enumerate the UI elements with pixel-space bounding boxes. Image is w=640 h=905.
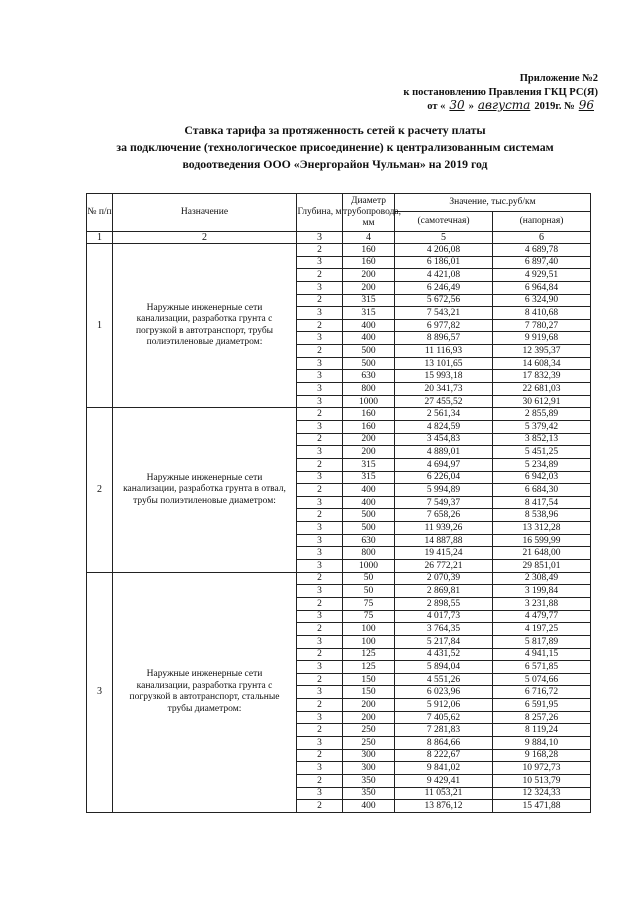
group-number: 3 bbox=[87, 572, 113, 812]
pressure-value-cell: 9 919,68 bbox=[493, 332, 591, 345]
gravity-value-cell: 8 222,67 bbox=[395, 749, 493, 762]
pressure-value-cell: 21 648,00 bbox=[493, 547, 591, 560]
appendix-reference: к постановлению Правления ГКЦ РС(Я) bbox=[403, 86, 598, 98]
depth-cell: 3 bbox=[297, 686, 343, 699]
diameter-cell: 630 bbox=[343, 534, 395, 547]
depth-cell: 3 bbox=[297, 787, 343, 800]
header-value: Значение, тыс.руб/км bbox=[395, 194, 591, 212]
depth-cell: 2 bbox=[297, 648, 343, 661]
diameter-cell: 1000 bbox=[343, 560, 395, 573]
index-cell: 1 bbox=[87, 232, 113, 244]
pressure-value-cell: 6 571,85 bbox=[493, 661, 591, 674]
pressure-value-cell: 29 851,01 bbox=[493, 560, 591, 573]
diameter-cell: 75 bbox=[343, 597, 395, 610]
pressure-value-cell: 6 897,40 bbox=[493, 256, 591, 269]
depth-cell: 3 bbox=[297, 281, 343, 294]
depth-cell: 3 bbox=[297, 307, 343, 320]
diameter-cell: 150 bbox=[343, 686, 395, 699]
diameter-cell: 150 bbox=[343, 673, 395, 686]
group-number: 1 bbox=[87, 244, 113, 408]
diameter-cell: 500 bbox=[343, 345, 395, 358]
diameter-cell: 400 bbox=[343, 332, 395, 345]
diameter-cell: 800 bbox=[343, 547, 395, 560]
pressure-value-cell: 16 599,99 bbox=[493, 534, 591, 547]
diameter-cell: 160 bbox=[343, 256, 395, 269]
gravity-value-cell: 4 889,01 bbox=[395, 446, 493, 459]
index-cell: 5 bbox=[395, 232, 493, 244]
appendix-number: Приложение №2 bbox=[519, 73, 598, 84]
pressure-value-cell: 8 119,24 bbox=[493, 724, 591, 737]
pressure-value-cell: 4 479,77 bbox=[493, 610, 591, 623]
pressure-value-cell: 6 964,84 bbox=[493, 281, 591, 294]
pressure-value-cell: 9 168,28 bbox=[493, 749, 591, 762]
gravity-value-cell: 4 551,26 bbox=[395, 673, 493, 686]
depth-cell: 2 bbox=[297, 572, 343, 585]
pressure-value-cell: 6 591,95 bbox=[493, 699, 591, 712]
diameter-cell: 200 bbox=[343, 446, 395, 459]
pressure-value-cell: 6 942,03 bbox=[493, 471, 591, 484]
gravity-value-cell: 2 898,55 bbox=[395, 597, 493, 610]
group-purpose: Наружные инженерные сети канализации, разработка грунта с погрузкой в автотранспорт, трубы полиэтиленовые диаметром: bbox=[113, 244, 297, 408]
gravity-value-cell: 7 658,26 bbox=[395, 509, 493, 522]
appendix-date-line bbox=[403, 99, 598, 114]
gravity-value-cell: 11 116,93 bbox=[395, 345, 493, 358]
pressure-value-cell: 3 852,13 bbox=[493, 433, 591, 446]
header-purpose: Назначение bbox=[113, 194, 297, 232]
pressure-value-cell: 12 395,37 bbox=[493, 345, 591, 358]
depth-cell: 3 bbox=[297, 547, 343, 560]
header-gravity: (самотечная) bbox=[395, 212, 493, 232]
pressure-value-cell: 22 681,03 bbox=[493, 383, 591, 396]
date-mid: » bbox=[468, 101, 474, 112]
gravity-value-cell: 6 977,82 bbox=[395, 319, 493, 332]
diameter-cell: 125 bbox=[343, 661, 395, 674]
depth-cell: 3 bbox=[297, 357, 343, 370]
depth-cell: 3 bbox=[297, 635, 343, 648]
index-cell: 3 bbox=[297, 232, 343, 244]
depth-cell: 3 bbox=[297, 736, 343, 749]
gravity-value-cell: 8 896,57 bbox=[395, 332, 493, 345]
depth-cell: 3 bbox=[297, 522, 343, 535]
depth-cell: 3 bbox=[297, 534, 343, 547]
group-number: 2 bbox=[87, 408, 113, 572]
depth-cell: 2 bbox=[297, 623, 343, 636]
pressure-value-cell: 10 972,73 bbox=[493, 762, 591, 775]
pressure-value-cell: 8 257,26 bbox=[493, 711, 591, 724]
depth-cell: 3 bbox=[297, 585, 343, 598]
column-index-row bbox=[87, 232, 591, 244]
diameter-cell: 400 bbox=[343, 800, 395, 813]
diameter-cell: 250 bbox=[343, 736, 395, 749]
gravity-value-cell: 2 070,39 bbox=[395, 572, 493, 585]
diameter-cell: 200 bbox=[343, 699, 395, 712]
gravity-value-cell: 9 429,41 bbox=[395, 774, 493, 787]
title-line-2: за подключение (технологическое присоединение) к централизованным системам bbox=[116, 140, 554, 154]
depth-cell: 2 bbox=[297, 749, 343, 762]
diameter-cell: 630 bbox=[343, 370, 395, 383]
gravity-value-cell: 5 912,06 bbox=[395, 699, 493, 712]
decree-number: 96 bbox=[578, 98, 594, 112]
header-pressure: (напорная) bbox=[493, 212, 591, 232]
diameter-cell: 315 bbox=[343, 458, 395, 471]
gravity-value-cell: 15 993,18 bbox=[395, 370, 493, 383]
depth-cell: 3 bbox=[297, 471, 343, 484]
gravity-value-cell: 14 887,88 bbox=[395, 534, 493, 547]
diameter-cell: 100 bbox=[343, 623, 395, 636]
depth-cell: 2 bbox=[297, 597, 343, 610]
header-depth: Глубина, м bbox=[297, 194, 343, 232]
depth-cell: 2 bbox=[297, 433, 343, 446]
depth-cell: 3 bbox=[297, 383, 343, 396]
gravity-value-cell: 5 217,84 bbox=[395, 635, 493, 648]
diameter-cell: 315 bbox=[343, 307, 395, 320]
document-title bbox=[70, 122, 600, 173]
depth-cell: 2 bbox=[297, 484, 343, 497]
index-cell: 6 bbox=[493, 232, 591, 244]
depth-cell: 2 bbox=[297, 800, 343, 813]
diameter-cell: 75 bbox=[343, 610, 395, 623]
pressure-value-cell: 5 074,66 bbox=[493, 673, 591, 686]
date-prefix: от « bbox=[427, 101, 446, 112]
diameter-cell: 500 bbox=[343, 357, 395, 370]
pressure-value-cell: 3 199,84 bbox=[493, 585, 591, 598]
gravity-value-cell: 7 405,62 bbox=[395, 711, 493, 724]
title-line-1: Ставка тарифа за протяженность сетей к расчету платы bbox=[184, 123, 486, 137]
gravity-value-cell: 2 561,34 bbox=[395, 408, 493, 421]
diameter-cell: 800 bbox=[343, 383, 395, 396]
depth-cell: 2 bbox=[297, 774, 343, 787]
depth-cell: 3 bbox=[297, 420, 343, 433]
date-month: августа bbox=[477, 98, 531, 112]
gravity-value-cell: 11 053,21 bbox=[395, 787, 493, 800]
gravity-value-cell: 13 876,12 bbox=[395, 800, 493, 813]
pressure-value-cell: 2 308,49 bbox=[493, 572, 591, 585]
diameter-cell: 160 bbox=[343, 244, 395, 257]
depth-cell: 2 bbox=[297, 673, 343, 686]
diameter-cell: 500 bbox=[343, 509, 395, 522]
header-diameter: Диаметр трубопровода, мм bbox=[343, 194, 395, 232]
gravity-value-cell: 7 543,21 bbox=[395, 307, 493, 320]
pressure-value-cell: 3 231,88 bbox=[493, 597, 591, 610]
pressure-value-cell: 14 608,34 bbox=[493, 357, 591, 370]
depth-cell: 3 bbox=[297, 395, 343, 408]
gravity-value-cell: 6 226,04 bbox=[395, 471, 493, 484]
diameter-cell: 160 bbox=[343, 408, 395, 421]
diameter-cell: 300 bbox=[343, 762, 395, 775]
depth-cell: 2 bbox=[297, 345, 343, 358]
table-row bbox=[87, 244, 591, 257]
group-purpose: Наружные инженерные сети канализации, разработка грунта в отвал, трубы полиэтиленовые диаметром: bbox=[113, 408, 297, 572]
pressure-value-cell: 5 451,25 bbox=[493, 446, 591, 459]
depth-cell: 2 bbox=[297, 319, 343, 332]
pressure-value-cell: 5 817,89 bbox=[493, 635, 591, 648]
appendix-header bbox=[403, 72, 598, 114]
diameter-cell: 160 bbox=[343, 420, 395, 433]
tariff-table bbox=[86, 193, 591, 813]
pressure-value-cell: 12 324,33 bbox=[493, 787, 591, 800]
depth-cell: 3 bbox=[297, 560, 343, 573]
depth-cell: 2 bbox=[297, 509, 343, 522]
diameter-cell: 350 bbox=[343, 774, 395, 787]
gravity-value-cell: 9 841,02 bbox=[395, 762, 493, 775]
pressure-value-cell: 13 312,28 bbox=[493, 522, 591, 535]
depth-cell: 3 bbox=[297, 762, 343, 775]
diameter-cell: 200 bbox=[343, 711, 395, 724]
pressure-value-cell: 5 234,89 bbox=[493, 458, 591, 471]
gravity-value-cell: 4 431,52 bbox=[395, 648, 493, 661]
depth-cell: 3 bbox=[297, 370, 343, 383]
table-row bbox=[87, 408, 591, 421]
gravity-value-cell: 4 694,97 bbox=[395, 458, 493, 471]
pressure-value-cell: 4 689,78 bbox=[493, 244, 591, 257]
depth-cell: 3 bbox=[297, 711, 343, 724]
pressure-value-cell: 17 832,39 bbox=[493, 370, 591, 383]
gravity-value-cell: 4 421,08 bbox=[395, 269, 493, 282]
depth-cell: 3 bbox=[297, 332, 343, 345]
depth-cell: 2 bbox=[297, 724, 343, 737]
gravity-value-cell: 19 415,24 bbox=[395, 547, 493, 560]
pressure-value-cell: 10 513,79 bbox=[493, 774, 591, 787]
group-purpose: Наружные инженерные сети канализации, разработка грунта с погрузкой в автотранспорт, стальные трубы диаметром: bbox=[113, 572, 297, 812]
depth-cell: 2 bbox=[297, 458, 343, 471]
pressure-value-cell: 4 941,15 bbox=[493, 648, 591, 661]
pressure-value-cell: 15 471,88 bbox=[493, 800, 591, 813]
gravity-value-cell: 6 023,96 bbox=[395, 686, 493, 699]
gravity-value-cell: 27 455,52 bbox=[395, 395, 493, 408]
diameter-cell: 50 bbox=[343, 572, 395, 585]
gravity-value-cell: 6 186,01 bbox=[395, 256, 493, 269]
gravity-value-cell: 4 824,59 bbox=[395, 420, 493, 433]
gravity-value-cell: 7 549,37 bbox=[395, 496, 493, 509]
diameter-cell: 200 bbox=[343, 281, 395, 294]
pressure-value-cell: 8 410,68 bbox=[493, 307, 591, 320]
diameter-cell: 200 bbox=[343, 269, 395, 282]
depth-cell: 3 bbox=[297, 256, 343, 269]
depth-cell: 2 bbox=[297, 408, 343, 421]
depth-cell: 3 bbox=[297, 446, 343, 459]
pressure-value-cell: 6 324,90 bbox=[493, 294, 591, 307]
diameter-cell: 500 bbox=[343, 522, 395, 535]
date-year: 2019г. № bbox=[534, 101, 575, 112]
pressure-value-cell: 6 684,30 bbox=[493, 484, 591, 497]
pressure-value-cell: 7 780,27 bbox=[493, 319, 591, 332]
pressure-value-cell: 9 884,10 bbox=[493, 736, 591, 749]
diameter-cell: 1000 bbox=[343, 395, 395, 408]
gravity-value-cell: 7 281,83 bbox=[395, 724, 493, 737]
header-num: № п/п bbox=[87, 194, 113, 232]
pressure-value-cell: 2 855,89 bbox=[493, 408, 591, 421]
diameter-cell: 100 bbox=[343, 635, 395, 648]
gravity-value-cell: 13 101,65 bbox=[395, 357, 493, 370]
gravity-value-cell: 26 772,21 bbox=[395, 560, 493, 573]
diameter-cell: 300 bbox=[343, 749, 395, 762]
gravity-value-cell: 3 454,83 bbox=[395, 433, 493, 446]
diameter-cell: 400 bbox=[343, 496, 395, 509]
depth-cell: 3 bbox=[297, 496, 343, 509]
diameter-cell: 125 bbox=[343, 648, 395, 661]
index-cell: 2 bbox=[113, 232, 297, 244]
gravity-value-cell: 6 246,49 bbox=[395, 281, 493, 294]
diameter-cell: 350 bbox=[343, 787, 395, 800]
gravity-value-cell: 5 672,56 bbox=[395, 294, 493, 307]
depth-cell: 3 bbox=[297, 610, 343, 623]
diameter-cell: 400 bbox=[343, 319, 395, 332]
pressure-value-cell: 4 197,25 bbox=[493, 623, 591, 636]
title-line-3: водоотведения ООО «Энергорайон Чульман» на 2019 год bbox=[182, 157, 488, 171]
index-cell: 4 bbox=[343, 232, 395, 244]
diameter-cell: 315 bbox=[343, 294, 395, 307]
gravity-value-cell: 20 341,73 bbox=[395, 383, 493, 396]
gravity-value-cell: 2 869,81 bbox=[395, 585, 493, 598]
date-day: 30 bbox=[449, 98, 465, 112]
depth-cell: 2 bbox=[297, 294, 343, 307]
pressure-value-cell: 30 612,91 bbox=[493, 395, 591, 408]
diameter-cell: 250 bbox=[343, 724, 395, 737]
diameter-cell: 315 bbox=[343, 471, 395, 484]
diameter-cell: 50 bbox=[343, 585, 395, 598]
depth-cell: 2 bbox=[297, 244, 343, 257]
gravity-value-cell: 5 994,89 bbox=[395, 484, 493, 497]
diameter-cell: 200 bbox=[343, 433, 395, 446]
pressure-value-cell: 5 379,42 bbox=[493, 420, 591, 433]
gravity-value-cell: 5 894,04 bbox=[395, 661, 493, 674]
gravity-value-cell: 4 017,73 bbox=[395, 610, 493, 623]
gravity-value-cell: 4 206,08 bbox=[395, 244, 493, 257]
gravity-value-cell: 3 764,35 bbox=[395, 623, 493, 636]
pressure-value-cell: 4 929,51 bbox=[493, 269, 591, 282]
pressure-value-cell: 8 538,96 bbox=[493, 509, 591, 522]
depth-cell: 2 bbox=[297, 699, 343, 712]
gravity-value-cell: 8 864,66 bbox=[395, 736, 493, 749]
diameter-cell: 400 bbox=[343, 484, 395, 497]
table-row bbox=[87, 572, 591, 585]
depth-cell: 3 bbox=[297, 661, 343, 674]
depth-cell: 2 bbox=[297, 269, 343, 282]
table-body bbox=[87, 232, 591, 813]
gravity-value-cell: 11 939,26 bbox=[395, 522, 493, 535]
pressure-value-cell: 8 417,54 bbox=[493, 496, 591, 509]
pressure-value-cell: 6 716,72 bbox=[493, 686, 591, 699]
